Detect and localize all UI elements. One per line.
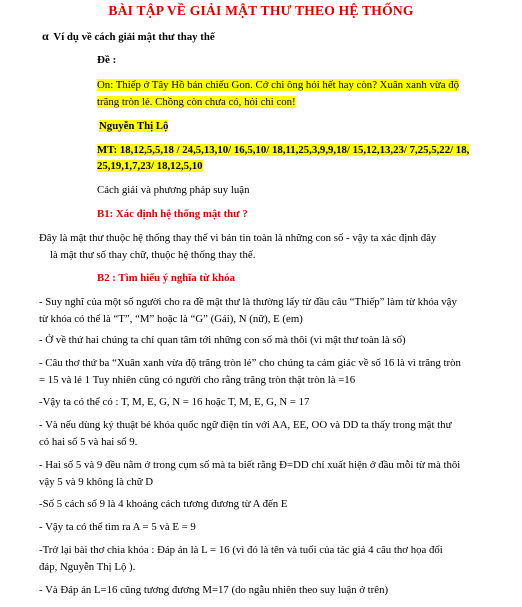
document-title: BÀI TẬP VỀ GIẢI MẬT THƯ THEO HỆ THỐNG xyxy=(108,3,414,18)
paragraph-8-line-1: - Vậy ta có thể tìm ra A = 5 và E = 9 xyxy=(39,521,196,533)
example-heading-text: Ví dụ về cách giải mật thư thay thế xyxy=(53,31,215,43)
paragraph-5-line-2: có hai số 5 và hai số 9. xyxy=(39,436,138,448)
paragraph-2-line-1: - Ở về thứ hai chúng ta chỉ quan tâm tới những con số mà thôi (vì mật thư toàn là số) xyxy=(39,334,406,346)
paragraph-6-line-1: - Hai số 5 và 9 đều nằm ở trong cụm số mà ta biết rằng Đ=DD chỉ xuất hiện ở đầu mỗi từ mà thôi xyxy=(39,459,461,471)
paragraph-10-line-1: - Và Đáp án L=16 cũng tương đương M=17 (do ngẫu nhiên theo suy luận ở trên) xyxy=(39,584,389,596)
paragraph-1-line-2: từ khóa có thể là “T”, “M” hoặc là “G” (Gái), N (nữ), E (em) xyxy=(39,313,303,325)
step2-heading: B2 : Tìm hiểu ý nghĩa từ khóa xyxy=(97,272,235,284)
author-name: Nguyễn Thị Lộ xyxy=(99,120,169,132)
paragraph-1-line-1: - Suy nghĩ của một số người cho ra đề mật thư là thường lấy từ đầu câu “Thiếp” làm từ khóa vậy xyxy=(39,296,457,308)
step1-heading: B1: Xác định hệ thống mật thư ? xyxy=(97,208,248,220)
cipher-line-2: 25,19,1,7,23/ 18,12,5,10 xyxy=(97,160,203,172)
poem-line-2: trăng tròn lẻ. Chồng còn chưa có, hỏi chi con! xyxy=(97,96,296,108)
example-heading xyxy=(42,29,215,44)
paragraph-7-line-1: -Số 5 cách số 9 là 4 khoảng cách tương đương từ A đến E xyxy=(39,498,288,510)
step1-body-line-2: là mật thư số thay chữ, thuộc hệ thống thay thế. xyxy=(50,249,256,261)
method-line: Cách giải và phương pháp suy luận xyxy=(97,184,250,196)
paragraph-5-line-1: - Và nếu dùng ký thuật bẻ khóa quốc ngữ điện tín với AA, EE, OO và DD ta thấy trong mật thư xyxy=(39,419,452,431)
paragraph-9-line-2: đáp, Nguyễn Thị Lộ ). xyxy=(39,561,136,573)
alpha-bullet-icon: α xyxy=(42,29,49,43)
paragraph-3-line-2: = 15 và lẻ 1 Tuy nhiên cũng có người cho rằng trăng tròn thật tròn là =16 xyxy=(39,374,356,386)
paragraph-9-line-1: -Trở lại bài thơ chìa khóa : Đáp án là L = 16 (vì đó là tên và tuổi của tác giả 4 câu thơ họa đối xyxy=(39,544,443,556)
paragraph-3-line-1: - Câu thơ thứ ba “Xuân xanh vừa độ trăng tròn lẻ” cho chúng ta cảm giác về số 16 là vì trăng tròn xyxy=(39,357,461,369)
cipher-line-1: MT: 18,12,5,5,18 / 24,5,13,10/ 16,5,10/ 18,11,25,3,9,9,18/ 15,12,13,23/ 7,25,5,22/ 18, xyxy=(97,144,470,156)
paragraph-6-line-2: vậy 5 và 9 không là chữ D xyxy=(39,476,154,488)
step1-body-line-1: Đây là mật thư thuộc hệ thống thay thế vì bản tin toàn là những con số - vậy ta xác định đây xyxy=(39,232,437,244)
poem-line-1: On: Thiếp ở Tây Hồ bán chiếu Gon. Cớ chi ông hỏi hết hay còn? Xuân xanh vừa độ xyxy=(97,79,459,91)
paragraph-4-line-1: -Vậy ta có thể có : T, M, E, G, N = 16 hoặc T, M, E, G, N = 17 xyxy=(39,396,310,408)
de-label: Đề : xyxy=(97,54,117,66)
